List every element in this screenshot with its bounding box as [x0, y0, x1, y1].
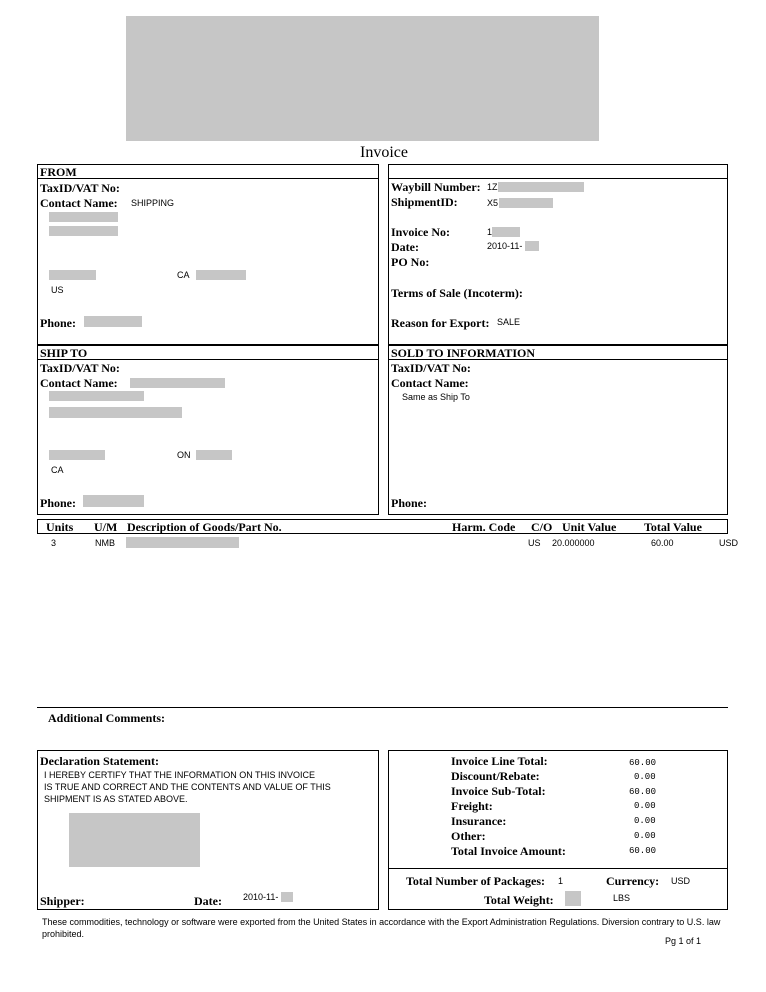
row-unit-value: 20.000000 — [552, 538, 595, 548]
from-header-divider — [37, 178, 379, 179]
other-label: Other: — [451, 829, 486, 843]
packages-label: Total Number of Packages: — [406, 874, 545, 888]
row-units: 3 — [51, 538, 57, 548]
weight-value-redacted — [565, 891, 581, 906]
sold-to-header: SOLD TO INFORMATION — [391, 346, 536, 360]
waybill-prefix: 1Z — [487, 182, 498, 192]
export-compliance-notice: These commodities, technology or software were exported from the United States in accordance with the Export Administration Regulations. Diversion contrary to U.S. law prohibited. — [42, 917, 721, 939]
other-value: 0.00 — [634, 831, 656, 841]
ship-to-address-line2-redacted — [49, 407, 182, 418]
weight-label: Total Weight: — [484, 893, 554, 907]
declaration-date-redacted — [281, 892, 293, 902]
ship-to-address-line1-redacted — [49, 391, 144, 401]
reason-label: Reason for Export: — [391, 316, 490, 330]
row-total-value: 60.00 — [651, 538, 674, 548]
col-header-description: Description of Goods/Part No. — [127, 520, 282, 534]
ship-to-contact-redacted — [130, 378, 225, 388]
row-co: US — [528, 538, 541, 548]
discount-label: Discount/Rebate: — [451, 769, 540, 783]
ship-to-phone-label: Phone: — [40, 496, 76, 510]
from-country: US — [51, 285, 64, 295]
declaration-text: I HEREBY CERTIFY THAT THE INFORMATION ON THIS INVOICE IS TRUE AND CORRECT AND THE CONTENTS AND VALUE OF THIS SHIPMENT IS AS STATED ABOVE. — [44, 770, 331, 804]
from-address-line1-redacted — [49, 212, 118, 222]
ship-to-country: CA — [51, 465, 64, 475]
ship-to-state: ON — [177, 450, 191, 460]
from-contact-label: Contact Name: — [40, 196, 118, 210]
reason-value: SALE — [497, 317, 521, 327]
date-prefix: 2010-11- — [487, 241, 523, 251]
col-header-harm-code: Harm. Code — [452, 520, 516, 534]
waybill-label: Waybill Number: — [391, 180, 481, 194]
currency-label: Currency: — [606, 874, 660, 888]
from-phone-label: Phone: — [40, 316, 76, 330]
invoice-no-redacted — [492, 227, 520, 237]
sold-to-contact-value: Same as Ship To — [402, 392, 470, 402]
col-header-um: U/M — [94, 520, 118, 534]
from-postal-redacted — [196, 270, 246, 280]
freight-label: Freight: — [451, 799, 493, 813]
sold-to-contact-label: Contact Name: — [391, 376, 469, 390]
col-header-unit-value: Unit Value — [562, 520, 617, 534]
page-number: Pg 1 of 1 — [665, 936, 702, 946]
from-header: FROM — [40, 165, 77, 179]
waybill-number-redacted — [498, 182, 584, 192]
shipment-id-redacted — [499, 198, 553, 208]
page-title: Invoice — [360, 144, 408, 161]
ship-to-city-redacted — [49, 450, 105, 460]
ship-to-contact-label: Contact Name: — [40, 376, 118, 390]
declaration-date-label: Date: — [194, 894, 222, 908]
currency-value: USD — [671, 876, 691, 886]
discount-value: 0.00 — [634, 772, 656, 782]
insurance-value: 0.00 — [634, 816, 656, 826]
totals-divider — [388, 868, 728, 869]
total-amount-value: 60.00 — [629, 846, 657, 856]
additional-comments-label: Additional Comments: — [48, 711, 166, 725]
date-redacted — [525, 241, 539, 251]
row-um: NMB — [95, 538, 115, 548]
packages-value: 1 — [558, 876, 564, 886]
col-header-units: Units — [46, 520, 74, 534]
from-phone-redacted — [84, 316, 142, 327]
declaration-date-prefix: 2010-11- — [243, 892, 279, 902]
from-state: CA — [177, 270, 190, 280]
shipment-id-label: ShipmentID: — [391, 195, 458, 209]
shipment-id-prefix: X5 — [487, 198, 499, 208]
subtotal-value: 60.00 — [629, 787, 657, 797]
ship-to-phone-redacted — [83, 495, 144, 507]
from-address-line2-redacted — [49, 226, 118, 236]
comments-divider — [37, 707, 728, 708]
weight-unit: LBS — [613, 893, 631, 903]
sold-to-taxid-label: TaxID/VAT No: — [391, 361, 471, 375]
col-header-co: C/O — [531, 520, 553, 534]
total-amount-label: Total Invoice Amount: — [451, 844, 566, 858]
freight-value: 0.00 — [634, 801, 656, 811]
row-description-redacted — [126, 537, 239, 548]
shipper-label: Shipper: — [40, 894, 85, 908]
date-label: Date: — [391, 240, 419, 254]
line-total-label: Invoice Line Total: — [451, 754, 548, 768]
row-currency: USD — [719, 538, 739, 548]
signature-redacted — [69, 813, 200, 867]
ship-to-header-divider — [37, 359, 379, 360]
insurance-label: Insurance: — [451, 814, 507, 828]
from-taxid-label: TaxID/VAT No: — [40, 181, 120, 195]
terms-label: Terms of Sale (Incoterm): — [391, 286, 523, 300]
line-total-value: 60.00 — [629, 758, 657, 768]
ship-to-taxid-label: TaxID/VAT No: — [40, 361, 120, 375]
invoice-no-prefix: 1 — [487, 227, 493, 237]
company-logo-redacted — [126, 16, 599, 141]
from-city-redacted — [49, 270, 96, 280]
ship-to-header: SHIP TO — [40, 346, 88, 360]
sold-to-phone-label: Phone: — [391, 496, 427, 510]
subtotal-label: Invoice Sub-Total: — [451, 784, 546, 798]
po-label: PO No: — [391, 255, 430, 269]
col-header-total-value: Total Value — [644, 520, 702, 534]
declaration-header: Declaration Statement: — [40, 754, 159, 768]
invoice-no-label: Invoice No: — [391, 225, 450, 239]
shipment-header-divider — [388, 178, 728, 179]
ship-to-postal-redacted — [196, 450, 232, 460]
from-contact-value: SHIPPING — [131, 198, 175, 208]
